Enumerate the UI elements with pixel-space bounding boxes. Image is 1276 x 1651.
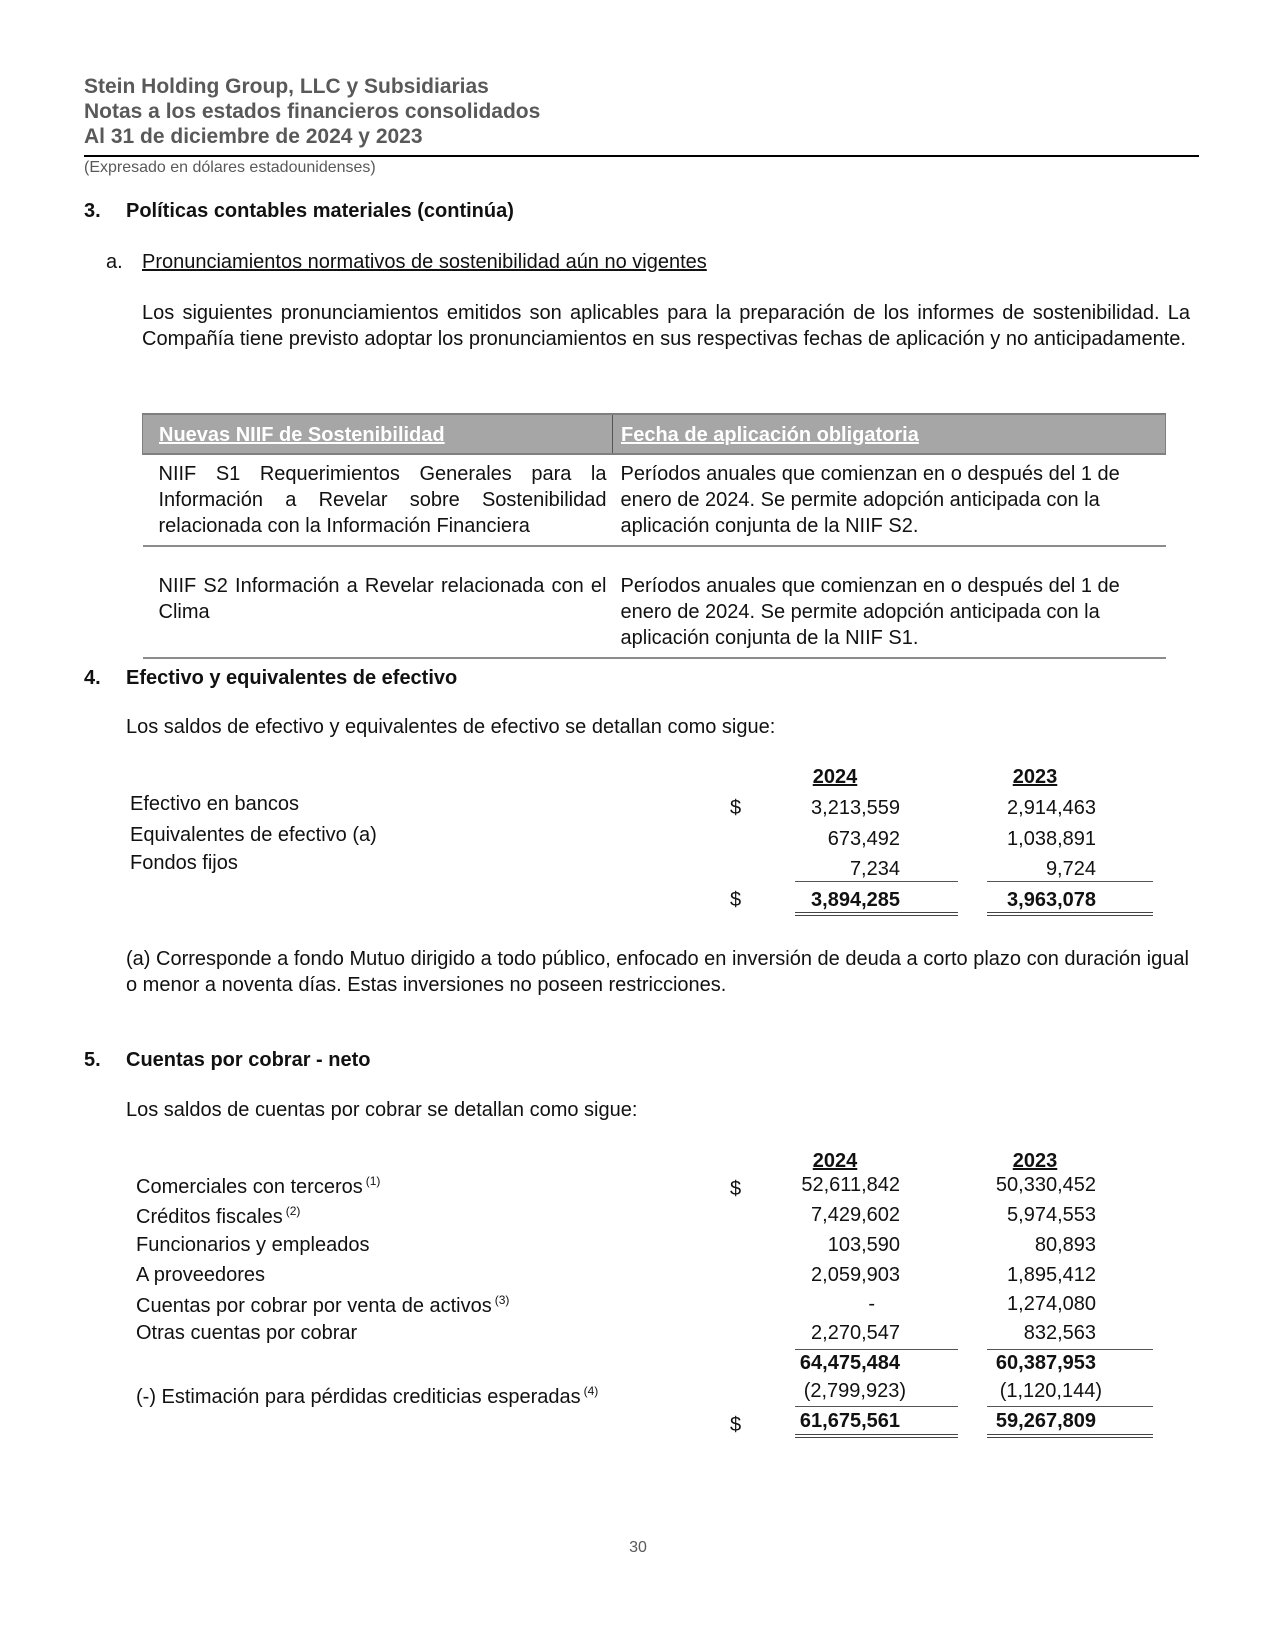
subtotal-rule-2024 <box>795 1349 958 1350</box>
currency-symbol: $ <box>730 889 742 911</box>
year-header-2024: 2024 <box>812 1150 858 1172</box>
total-rule-2024 <box>795 1406 958 1407</box>
row-label: Comerciales con terceros $^{(1)}$ <box>136 1174 381 1198</box>
table-row <box>143 546 1166 658</box>
section-3-number: 3. <box>84 200 101 222</box>
sustainability-standards-table <box>142 413 1166 659</box>
table-row <box>143 454 1166 546</box>
value-2023: 80,893 <box>1034 1234 1096 1256</box>
standard-cell: NIIF S1 Requerimientos Generales para la Información a Revelar sobre Sostenibilidad relacionada con la Información Financiera <box>143 454 613 546</box>
row-label: Efectivo en bancos <box>130 793 299 815</box>
header-rule <box>84 155 1199 157</box>
value-2023: 50,330,452 <box>995 1174 1096 1196</box>
report-period: Al 31 de diciembre de 2024 y 2023 <box>84 125 423 148</box>
value-2023: 1,895,412 <box>1007 1264 1096 1286</box>
total-double-rule-2023 <box>987 1434 1153 1438</box>
page-number: 30 <box>629 1539 647 1556</box>
section-5-number: 5. <box>84 1049 101 1071</box>
subtotal-rule-2024 <box>795 881 958 882</box>
subsection-a-title: Pronunciamientos normativos de sostenibilidad aún no vigentes <box>142 251 707 273</box>
year-header-2023: 2023 <box>1012 1150 1058 1172</box>
total-double-rule-2023 <box>987 912 1153 916</box>
currency-note: (Expresado en dólares estadounidenses) <box>84 159 376 176</box>
row-label: Funcionarios y empleados <box>136 1234 370 1256</box>
page-header <box>84 74 1199 176</box>
section-5-title: Cuentas por cobrar - neto <box>126 1049 371 1071</box>
value-2024: - <box>868 1293 875 1315</box>
row-label: Créditos fiscales $^{(2)}$ <box>136 1204 301 1228</box>
currency-symbol: $ <box>730 1414 742 1436</box>
currency-symbol: $ <box>730 797 742 819</box>
row-label: Equivalentes de efectivo (a) <box>130 824 377 846</box>
column-header-standard: Nuevas NIIF de Sostenibilidad <box>143 414 613 454</box>
value-2024: 2,059,903 <box>811 1264 900 1286</box>
subtotal-rule-2023 <box>987 881 1153 882</box>
total-2024: 61,675,561 <box>799 1410 900 1432</box>
row-label: Cuentas por cobrar por venta de activos $^{(3)}$ <box>136 1293 510 1317</box>
section-4-number: 4. <box>84 667 101 689</box>
value-2023: 2,914,463 <box>1007 797 1096 819</box>
subtotal-2023: 60,387,953 <box>995 1352 1096 1374</box>
section-5-intro: Los saldos de cuentas por cobrar se detallan como sigue: <box>126 1099 638 1121</box>
value-2024: 7,234 <box>849 858 900 880</box>
value-2023: 1,274,080 <box>1007 1293 1096 1315</box>
total-double-rule-2024 <box>795 1434 958 1438</box>
total-2024: 3,894,285 <box>811 889 900 911</box>
standard-cell: NIIF S2 Información a Revelar relacionada con el Clima <box>143 546 613 658</box>
subsection-a-letter: a. <box>106 251 123 273</box>
subtotal-rule-2023 <box>987 1349 1153 1350</box>
value-2024: 103,590 <box>827 1234 900 1256</box>
section-3-title: Políticas contables materiales (continúa) <box>126 200 514 222</box>
total-double-rule-2024 <box>795 912 958 916</box>
value-2024: 3,213,559 <box>811 797 900 819</box>
currency-symbol: $ <box>730 1178 742 1200</box>
row-label: Fondos fijos <box>130 852 238 874</box>
row-label: A proveedores <box>136 1264 265 1286</box>
value-2024: 7,429,602 <box>811 1204 900 1226</box>
date-cell: Períodos anuales que comienzan en o después del 1 de enero de 2024. Se permite adopción anticipada con la aplicación conjunta de la NIIF S2. <box>613 454 1166 546</box>
section-4-footnote: (a) Corresponde a fondo Mutuo dirigido a todo público, enfocado en inversión de deuda a corto plazo con duración igual o menor a noventa días. Estas inversiones no poseen restricciones. <box>126 948 1189 996</box>
company-name: Stein Holding Group, LLC y Subsidiarias <box>84 75 489 98</box>
value-2023: 832,563 <box>1023 1322 1096 1344</box>
value-2023: 9,724 <box>1045 858 1096 880</box>
document-title: Notas a los estados financieros consolidados <box>84 100 541 123</box>
value-2024: (2,799,923) <box>803 1380 906 1402</box>
year-header-2023: 2023 <box>1012 766 1058 788</box>
value-2023: (1,120,144) <box>999 1380 1102 1402</box>
total-rule-2023 <box>987 1406 1153 1407</box>
section-4-intro: Los saldos de efectivo y equivalentes de efectivo se detallan como sigue: <box>126 716 776 738</box>
total-2023: 59,267,809 <box>995 1410 1096 1432</box>
date-cell: Períodos anuales que comienzan en o después del 1 de enero de 2024. Se permite adopción anticipada con la aplicación conjunta de la NIIF S1. <box>613 546 1166 658</box>
subtotal-2024: 64,475,484 <box>799 1352 900 1374</box>
total-2023: 3,963,078 <box>1007 889 1096 911</box>
year-header-2024: 2024 <box>812 766 858 788</box>
value-2023: 5,974,553 <box>1007 1204 1096 1226</box>
table-header-row <box>143 414 1166 454</box>
value-2024: 673,492 <box>827 828 900 850</box>
subsection-a-intro: Los siguientes pronunciamientos emitidos son aplicables para la preparación de los informes de sostenibilidad. La Compañía tiene previsto adoptar los pronunciamientos en sus respectivas fechas de aplicación y no anticipadamente. <box>142 302 1190 350</box>
column-header-date: Fecha de aplicación obligatoria <box>613 414 1166 454</box>
value-2023: 1,038,891 <box>1007 828 1096 850</box>
value-2024: 52,611,842 <box>801 1174 900 1196</box>
value-2024: 2,270,547 <box>811 1322 900 1344</box>
section-4-title: Efectivo y equivalentes de efectivo <box>126 667 458 689</box>
row-label: (-) Estimación para pérdidas crediticias esperadas $^{(4)}$ <box>136 1384 599 1408</box>
row-label: Otras cuentas por cobrar <box>136 1322 358 1344</box>
